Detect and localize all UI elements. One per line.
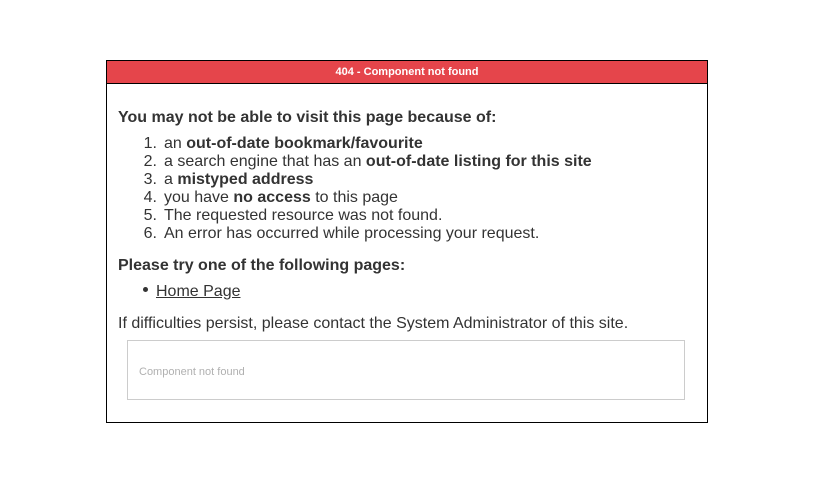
- reason-text-after: to this page: [310, 189, 398, 206]
- list-item: [143, 285, 241, 299]
- list-number: 5.: [143, 207, 157, 224]
- reason-text: an: [164, 135, 187, 152]
- list-item: [118, 225, 592, 246]
- list-number: 1.: [143, 135, 157, 152]
- try-pages-heading: Please try one of the following pages:: [118, 257, 406, 274]
- reason-emphasis: out-of-date listing for this site: [365, 153, 592, 170]
- list-number: 2.: [143, 153, 157, 170]
- error-outline: [106, 60, 708, 423]
- error-header: 404 - Component not found: [107, 61, 707, 84]
- error-lead: You may not be able to visit this page because of:: [118, 109, 497, 126]
- bullet-icon: [143, 287, 148, 292]
- reason-text: a: [164, 171, 178, 188]
- list-number: 4.: [143, 189, 157, 206]
- error-details-box: [127, 340, 685, 400]
- reason-text: a search engine that has an: [164, 153, 366, 170]
- reason-emphasis: out-of-date bookmark/favourite: [186, 135, 423, 152]
- error-details-text: Component not found: [139, 366, 245, 378]
- list-number: 6.: [143, 225, 157, 242]
- reasons-list: [118, 135, 592, 246]
- reason-text: The requested resource was not found.: [164, 207, 443, 224]
- links-list: [143, 285, 241, 299]
- contact-text: If difficulties persist, please contact the System Administrator of this site.: [118, 315, 629, 332]
- home-page-link[interactable]: Home Page: [156, 283, 241, 300]
- reason-text: An error has occurred while processing your request.: [164, 225, 540, 242]
- reason-emphasis: no access: [233, 189, 311, 206]
- reason-text: you have: [164, 189, 234, 206]
- reason-emphasis: mistyped address: [177, 171, 314, 188]
- list-number: 3.: [143, 171, 157, 188]
